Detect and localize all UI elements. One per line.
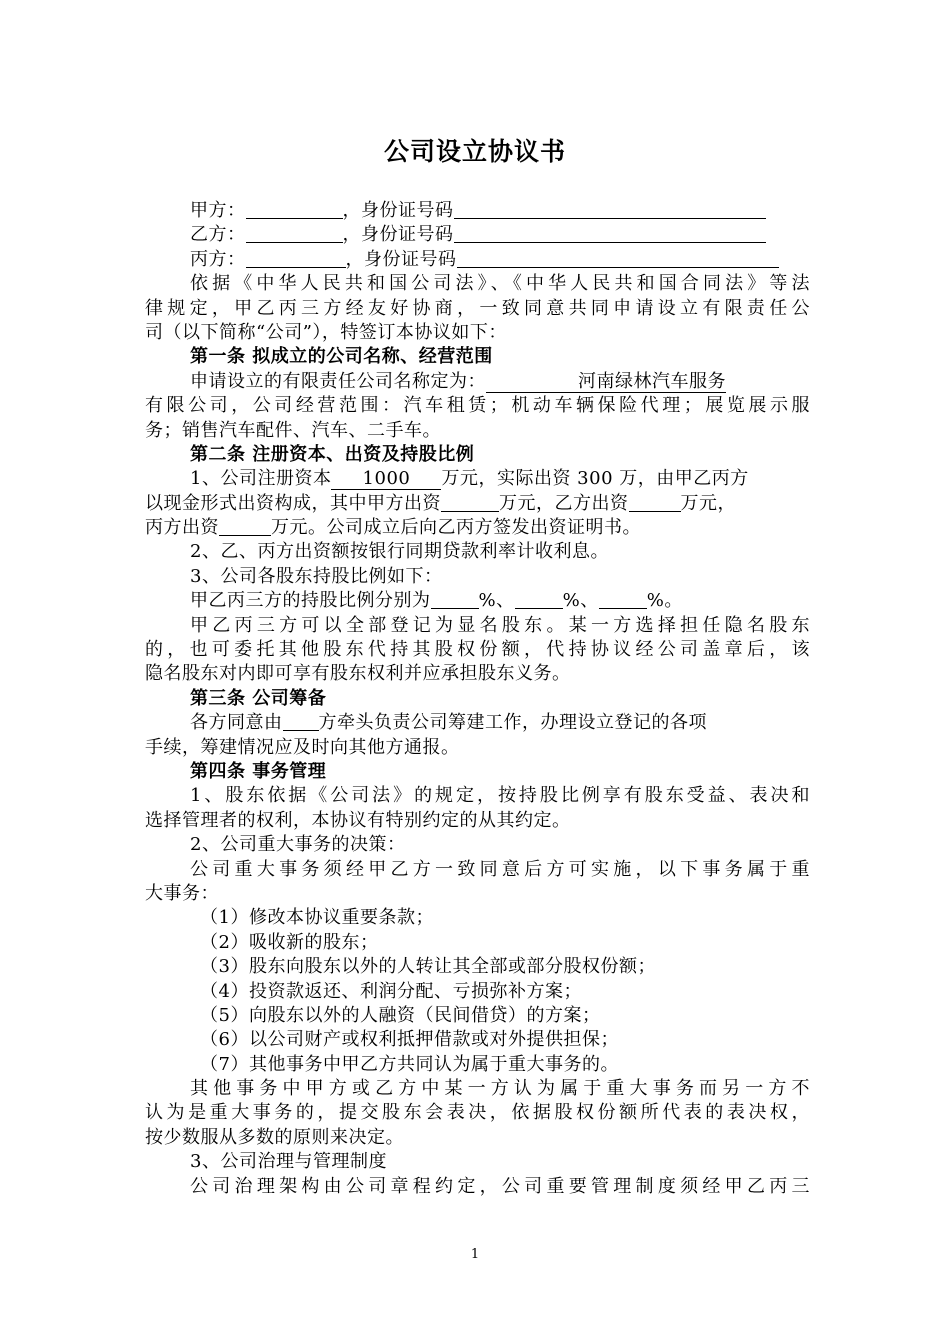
party-b-contribution-blank bbox=[629, 493, 681, 512]
party-b-id-label: ，身份证号码 bbox=[342, 224, 454, 246]
article-1-line bbox=[145, 370, 810, 394]
pct-end: %。 bbox=[646, 590, 683, 612]
lead-party-blank bbox=[283, 712, 319, 731]
capital-label: 1、公司注册资本 bbox=[190, 468, 332, 490]
contribution-text: 万元。公司成立后向乙丙方签发出资证明书。 bbox=[271, 517, 641, 539]
article-4-heading: 第四条 事务管理 bbox=[190, 760, 327, 782]
article-4-line: 2、公司重大事务的决策： bbox=[190, 834, 406, 856]
article-4-line: 大事务： bbox=[145, 882, 219, 904]
article-4-line: 其他事务中甲方或乙方中某一方认为属于重大事务而另一方不 bbox=[190, 1078, 810, 1100]
ratio-a-blank bbox=[431, 590, 479, 609]
article-3-line: 手续，筹建情况应及时向其他方通报。 bbox=[145, 736, 460, 758]
party-c-label: 丙方： bbox=[190, 248, 246, 270]
party-c-id-label: ，身份证号码 bbox=[345, 248, 457, 270]
article-2-heading: 第二条 注册资本、出资及持股比例 bbox=[190, 443, 475, 465]
article-4-line: 认为是重大事务的，提交股东会表决，依据股权份额所代表的表决权， bbox=[145, 1102, 810, 1124]
party-c-contribution-blank bbox=[219, 517, 271, 536]
major-matter-item: （7）其他事务中甲乙方共同认为属于重大事务的。 bbox=[200, 1053, 619, 1075]
party-a-contribution-label: 以现金形式出资构成，其中甲方出资 bbox=[145, 492, 441, 514]
party-b-name-blank bbox=[246, 224, 343, 243]
intro-line: 司（以下简称“公司”），特签订本协议如下： bbox=[145, 321, 507, 343]
pct-sep: %、 bbox=[478, 590, 515, 612]
party-a-name-blank bbox=[246, 200, 343, 219]
article-2-line: 甲乙丙三方可以全部登记为显名股东。某一方选择担任隐名股东 bbox=[190, 614, 810, 636]
article-1-heading: 第一条 拟成立的公司名称、经营范围 bbox=[190, 346, 493, 368]
major-matter-item: （6）以公司财产或权利抵押借款或对外提供担保； bbox=[200, 1029, 619, 1051]
lead-party-label: 各方同意由 bbox=[190, 712, 283, 734]
party-a-label: 甲方： bbox=[190, 200, 246, 221]
intro-line: 依据《中华人民共和国公司法》、《中华人民共和国合同法》等法 bbox=[190, 273, 810, 295]
party-c-name-blank bbox=[246, 249, 346, 268]
article-4-line: 公司治理架构由公司章程约定，公司重要管理制度须经甲乙丙三 bbox=[190, 1175, 810, 1197]
intro-line: 律规定，甲乙丙三方经友好协商，一致同意共同申请设立有限责任公 bbox=[145, 297, 810, 319]
ratio-b-blank bbox=[515, 590, 563, 609]
article-3-line bbox=[145, 711, 810, 735]
article-2-line bbox=[145, 492, 810, 516]
article-2-line: 的，也可委托其他股东代持其股权份额，代持协议经公司盖章后，该 bbox=[145, 639, 810, 661]
lead-party-text: 方牵头负责公司筹建工作，办理设立登记的各项 bbox=[318, 712, 707, 734]
article-4-line: 1、股东依据《公司法》的规定，按持股比例享有股东受益、表决和 bbox=[190, 785, 810, 807]
pct-sep: %、 bbox=[562, 590, 599, 612]
capital-text: 万元，实际出资 300 万，由甲乙丙方 bbox=[441, 468, 749, 490]
document-body bbox=[145, 199, 810, 1199]
article-2-line bbox=[145, 467, 810, 491]
party-b-line bbox=[145, 223, 810, 247]
major-matter-item: （1）修改本协议重要条款； bbox=[200, 907, 434, 929]
article-4-line: 公司重大事务须经甲乙方一致同意后方可实施，以下事务属于重 bbox=[190, 858, 810, 880]
major-matter-item: （2）吸收新的股东； bbox=[200, 931, 379, 953]
article-2-line: 2、乙、丙方出资额按银行同期贷款利率计收利息。 bbox=[190, 541, 609, 563]
major-matter-item: （4）投资款返还、利润分配、亏损弥补方案； bbox=[200, 980, 582, 1002]
shareholding-ratio-line bbox=[145, 589, 810, 613]
party-a-id-label: ，身份证号码 bbox=[342, 200, 454, 221]
article-4-line: 按少数服从多数的原则来决定。 bbox=[145, 1126, 404, 1148]
major-matter-item: （5）向股东以外的人融资（民间借贷）的方案； bbox=[200, 1004, 601, 1026]
contribution-unit: 万元， bbox=[680, 492, 736, 514]
article-2-line bbox=[145, 516, 810, 540]
party-c-contribution-label: 丙方出资 bbox=[145, 517, 219, 539]
capital-value: 1000 bbox=[331, 469, 441, 490]
party-b-label: 乙方： bbox=[190, 224, 246, 246]
article-3-heading: 第三条 公司筹备 bbox=[190, 687, 327, 709]
article-4-line: 选择管理者的权利，本协议有特别约定的从其约定。 bbox=[145, 809, 571, 831]
article-2-line: 隐名股东对内即可享有股东权利并应承担股东义务。 bbox=[145, 663, 571, 685]
party-a-contribution-blank bbox=[441, 493, 499, 512]
company-name-label: 申请设立的有限责任公司名称定为： bbox=[190, 370, 486, 392]
ratio-label: 甲乙丙三方的持股比例分别为 bbox=[190, 590, 431, 612]
article-2-line: 3、公司各股东持股比例如下： bbox=[190, 565, 443, 587]
article-1-line: 务；销售汽车配件、汽车、二手车。 bbox=[145, 419, 441, 441]
party-c-id-blank bbox=[457, 249, 779, 268]
party-b-id-blank bbox=[454, 224, 766, 243]
article-1-line: 有限公司，公司经营范围：汽车租赁；机动车辆保险代理；展览展示服 bbox=[145, 395, 810, 417]
article-4-line: 3、公司治理与管理制度 bbox=[190, 1151, 387, 1173]
page-number: 1 bbox=[470, 1247, 480, 1262]
company-name-value: 河南绿林汽车服务 bbox=[486, 372, 726, 393]
party-c-line bbox=[145, 248, 810, 272]
ratio-c-blank bbox=[599, 590, 647, 609]
party-a-id-blank bbox=[454, 200, 766, 219]
party-b-contribution-label: 万元，乙方出资 bbox=[499, 492, 629, 514]
party-a-line bbox=[145, 199, 810, 223]
document-title: 公司设立协议书 bbox=[383, 137, 566, 166]
major-matter-item: （3）股东向股东以外的人转让其全部或部分股权份额； bbox=[200, 956, 656, 978]
